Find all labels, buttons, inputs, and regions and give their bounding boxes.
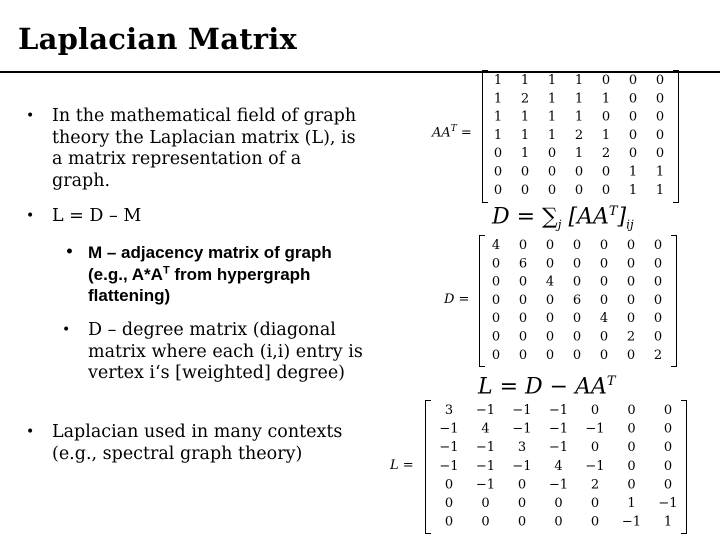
aat-cell-r2c3: 1 <box>547 91 557 107</box>
d-cell-r7c5: 0 <box>599 347 609 363</box>
d-cell-r7c3: 0 <box>545 347 555 363</box>
l-cell-r7c2: 0 <box>481 514 490 530</box>
sub-bullet-d-text: D – degree matrix (diagonal matrix where each (i,i) entry is vertex i‘s [weighted] degree) <box>88 320 363 383</box>
l-cell-r7c7: 1 <box>663 514 673 530</box>
l-cell-r5c1: 0 <box>444 477 454 493</box>
l-cell-r6c7: −1 <box>658 496 678 511</box>
d-cell-r4c1: 0 <box>491 292 501 308</box>
d-cell-r7c4: 0 <box>572 347 582 363</box>
aat-cell-r6c3: 0 <box>547 164 557 180</box>
l-cell-r2c2: 4 <box>481 421 490 437</box>
d-cell-r2c1: 0 <box>491 256 501 272</box>
l-cell-r4c1: −1 <box>439 458 459 474</box>
d-cell-r4c7: 0 <box>653 292 663 308</box>
d-cell-r3c1: 0 <box>491 274 501 290</box>
bullet-dot: • <box>62 322 71 338</box>
l-cell-r2c6: 0 <box>627 421 636 437</box>
l-cell-r6c3: 0 <box>517 496 527 511</box>
d-cell-r6c1: 0 <box>491 329 501 345</box>
bullet-text: L = D – M <box>52 206 142 226</box>
d-cell-r6c4: 0 <box>572 329 582 345</box>
d-cell-r6c7: 0 <box>653 329 663 345</box>
l-cell-r1c1: 3 <box>444 403 454 418</box>
d-cell-r6c5: 0 <box>599 329 609 345</box>
bullet-text: In the mathematical field of graph theory the Laplacian matrix (L), is a matrix representation of a graph. <box>52 106 357 191</box>
aat-cell-r1c7: 0 <box>655 73 665 88</box>
bullet-dot: • <box>26 108 35 124</box>
d-cell-r5c3: 0 <box>545 311 555 327</box>
d-cell-r3c7: 0 <box>653 274 663 290</box>
aat-cell-r7c6: 1 <box>628 182 638 198</box>
l-cell-r1c3: −1 <box>512 403 532 418</box>
l-cell-r4c2: −1 <box>475 458 496 474</box>
aat-cell-r3c1: 1 <box>493 109 503 125</box>
l-cell-r2c3: −1 <box>512 421 532 437</box>
aat-cell-r2c5: 1 <box>601 91 611 107</box>
l-cell-r1c4: −1 <box>548 403 569 418</box>
l-cell-r4c4: 4 <box>554 458 563 474</box>
aat-cell-r4c3: 1 <box>547 127 557 143</box>
l-cell-r6c2: 0 <box>481 496 490 511</box>
l-cell-r6c5: 0 <box>590 496 600 511</box>
d-cell-r7c1: 0 <box>491 347 501 363</box>
aat-cell-r4c1: 1 <box>493 127 503 143</box>
d-cell-r6c2: 0 <box>518 329 528 345</box>
d-cell-r3c6: 0 <box>626 274 636 290</box>
d-cell-r1c5: 0 <box>599 238 609 253</box>
l-cell-r3c2: −1 <box>475 440 496 456</box>
aat-cell-r5c6: 0 <box>628 146 638 162</box>
d-cell-r3c5: 0 <box>599 274 609 290</box>
aat-cell-r3c5: 0 <box>601 109 611 125</box>
d-cell-r2c2: 6 <box>518 256 528 272</box>
d-cell-r5c2: 0 <box>518 311 528 327</box>
aat-cell-r7c3: 0 <box>547 182 557 198</box>
aat-cell-r2c2: 2 <box>520 91 530 107</box>
aat-cell-r5c3: 0 <box>547 146 557 162</box>
l-cell-r4c3: −1 <box>512 458 532 474</box>
l-cell-r7c5: 0 <box>590 514 600 530</box>
d-cell-r4c4: 6 <box>572 292 582 308</box>
l-cell-r1c5: 0 <box>590 403 600 418</box>
aat-cell-r4c7: 0 <box>655 127 665 143</box>
l-cell-r7c4: 0 <box>554 514 563 530</box>
d-cell-r4c3: 0 <box>545 292 555 308</box>
aat-cell-r6c2: 0 <box>520 164 530 180</box>
l-cell-r5c7: 0 <box>663 477 673 493</box>
l-cell-r4c7: 0 <box>663 458 673 474</box>
d-cell-r2c3: 0 <box>545 256 555 272</box>
l-cell-r7c6: −1 <box>621 514 642 530</box>
aat-cell-r3c4: 1 <box>574 109 584 125</box>
aat-label: $AA^T$ = <box>432 124 472 141</box>
aat-cell-r1c3: 1 <box>547 73 557 88</box>
aat-cell-r5c5: 2 <box>601 146 611 162</box>
l-cell-r2c7: 0 <box>663 421 673 437</box>
l-cell-r3c4: −1 <box>548 440 569 456</box>
l-cell-r5c6: 0 <box>627 477 636 493</box>
laplacian-definition: $L = D - AA^T$ <box>478 374 616 400</box>
l-cell-r3c6: 0 <box>627 440 636 456</box>
d-label: D = <box>444 292 470 307</box>
slide-title: Laplacian Matrix <box>18 22 297 56</box>
d-cell-r4c5: 0 <box>599 292 609 308</box>
d-cell-r1c1: 4 <box>491 238 501 253</box>
aat-cell-r5c2: 1 <box>520 146 530 162</box>
aat-cell-r2c6: 0 <box>628 91 638 107</box>
d-cell-r7c7: 2 <box>653 347 663 363</box>
d-cell-r4c2: 0 <box>518 292 528 308</box>
d-cell-r3c3: 4 <box>545 274 555 290</box>
l-cell-r1c6: 0 <box>627 403 636 418</box>
d-cell-r7c2: 0 <box>518 347 528 363</box>
aat-cell-r2c7: 0 <box>655 91 665 107</box>
d-cell-r6c3: 0 <box>545 329 555 345</box>
aat-cell-r4c5: 1 <box>601 127 611 143</box>
d-cell-r1c7: 0 <box>653 238 663 253</box>
aat-cell-r4c2: 1 <box>520 127 530 143</box>
bullet-dot: • <box>26 208 35 224</box>
aat-cell-r5c7: 0 <box>655 146 665 162</box>
l-cell-r2c5: −1 <box>585 421 605 437</box>
l-cell-r1c7: 0 <box>663 403 673 418</box>
d-cell-r1c2: 0 <box>518 238 528 253</box>
bullet-dot: • <box>26 424 35 440</box>
aat-cell-r7c5: 0 <box>601 182 611 198</box>
l-cell-r3c3: 3 <box>517 440 527 456</box>
d-cell-r1c4: 0 <box>572 238 582 253</box>
aat-cell-r7c4: 0 <box>574 182 584 198</box>
d-cell-r5c4: 0 <box>572 311 582 327</box>
l-cell-r6c4: 0 <box>554 496 563 511</box>
d-cell-r2c4: 0 <box>572 256 582 272</box>
sub-bullet-m-suffix: from hypergraph flattening) <box>88 264 311 305</box>
aat-cell-r1c2: 1 <box>520 73 530 88</box>
d-cell-r5c1: 0 <box>491 311 501 327</box>
aat-cell-r1c6: 0 <box>628 73 638 88</box>
d-cell-r5c7: 0 <box>653 311 663 327</box>
sub-bullet-m-text: M – adjacency matrix of graph (e.g., A*A <box>88 243 332 284</box>
d-cell-r4c6: 0 <box>626 292 636 308</box>
d-cell-r5c6: 0 <box>626 311 636 327</box>
bullet-dot: • <box>65 244 74 260</box>
aat-cell-r2c1: 1 <box>493 91 503 107</box>
d-cell-r1c6: 0 <box>626 238 636 253</box>
aat-cell-r4c4: 2 <box>574 127 584 143</box>
aat-cell-r4c6: 0 <box>628 127 638 143</box>
aat-cell-r1c1: 1 <box>493 73 503 88</box>
d-cell-r2c5: 0 <box>599 256 609 272</box>
d-cell-r7c6: 0 <box>626 347 636 363</box>
sub-bullet-m-sup: T <box>162 263 170 276</box>
aat-cell-r3c2: 1 <box>520 109 530 125</box>
aat-cell-r7c2: 0 <box>520 182 530 198</box>
l-cell-r5c5: 2 <box>590 477 600 493</box>
l-cell-r3c1: −1 <box>439 440 459 456</box>
d-cell-r6c6: 2 <box>626 329 636 345</box>
aat-cell-r7c7: 1 <box>655 182 665 198</box>
l-cell-r5c2: −1 <box>475 477 496 493</box>
d-cell-r2c7: 0 <box>653 256 663 272</box>
l-cell-r1c2: −1 <box>475 403 496 418</box>
l-cell-r3c5: 0 <box>590 440 600 456</box>
l-label: L = <box>390 458 414 473</box>
l-cell-r4c6: 0 <box>627 458 636 474</box>
d-cell-r3c4: 0 <box>572 274 582 290</box>
aat-cell-r3c7: 0 <box>655 109 665 125</box>
aat-cell-r6c7: 1 <box>655 164 665 180</box>
degree-definition: $D = \sum_j$ $[AA^T]_{ij}$ <box>492 204 634 232</box>
l-cell-r3c7: 0 <box>663 440 673 456</box>
aat-cell-r2c4: 1 <box>574 91 584 107</box>
aat-cell-r1c5: 0 <box>601 73 611 88</box>
aat-cell-r7c1: 0 <box>493 182 503 198</box>
l-cell-r6c6: 1 <box>627 496 636 511</box>
l-cell-r2c1: −1 <box>439 421 459 437</box>
aat-cell-r6c6: 1 <box>628 164 638 180</box>
l-cell-r6c1: 0 <box>444 496 454 511</box>
aat-cell-r5c1: 0 <box>493 146 503 162</box>
aat-cell-r6c5: 0 <box>601 164 611 180</box>
l-cell-r5c3: 0 <box>517 477 527 493</box>
d-cell-r2c6: 0 <box>626 256 636 272</box>
d-cell-r5c5: 4 <box>599 311 609 327</box>
l-cell-r5c4: −1 <box>548 477 569 493</box>
l-cell-r2c4: −1 <box>548 421 569 437</box>
aat-cell-r6c4: 0 <box>574 164 584 180</box>
d-cell-r1c3: 0 <box>545 238 555 253</box>
d-cell-r3c2: 0 <box>518 274 528 290</box>
l-cell-r7c1: 0 <box>444 514 454 530</box>
l-cell-r4c5: −1 <box>585 458 605 474</box>
aat-cell-r5c4: 1 <box>574 146 584 162</box>
aat-cell-r3c6: 0 <box>628 109 638 125</box>
aat-cell-r1c4: 1 <box>574 73 584 88</box>
bullet-text: Laplacian used in many contexts (e.g., spectral graph theory) <box>52 422 343 464</box>
l-cell-r7c3: 0 <box>517 514 527 530</box>
aat-cell-r3c3: 1 <box>547 109 557 125</box>
aat-cell-r6c1: 0 <box>493 164 503 180</box>
